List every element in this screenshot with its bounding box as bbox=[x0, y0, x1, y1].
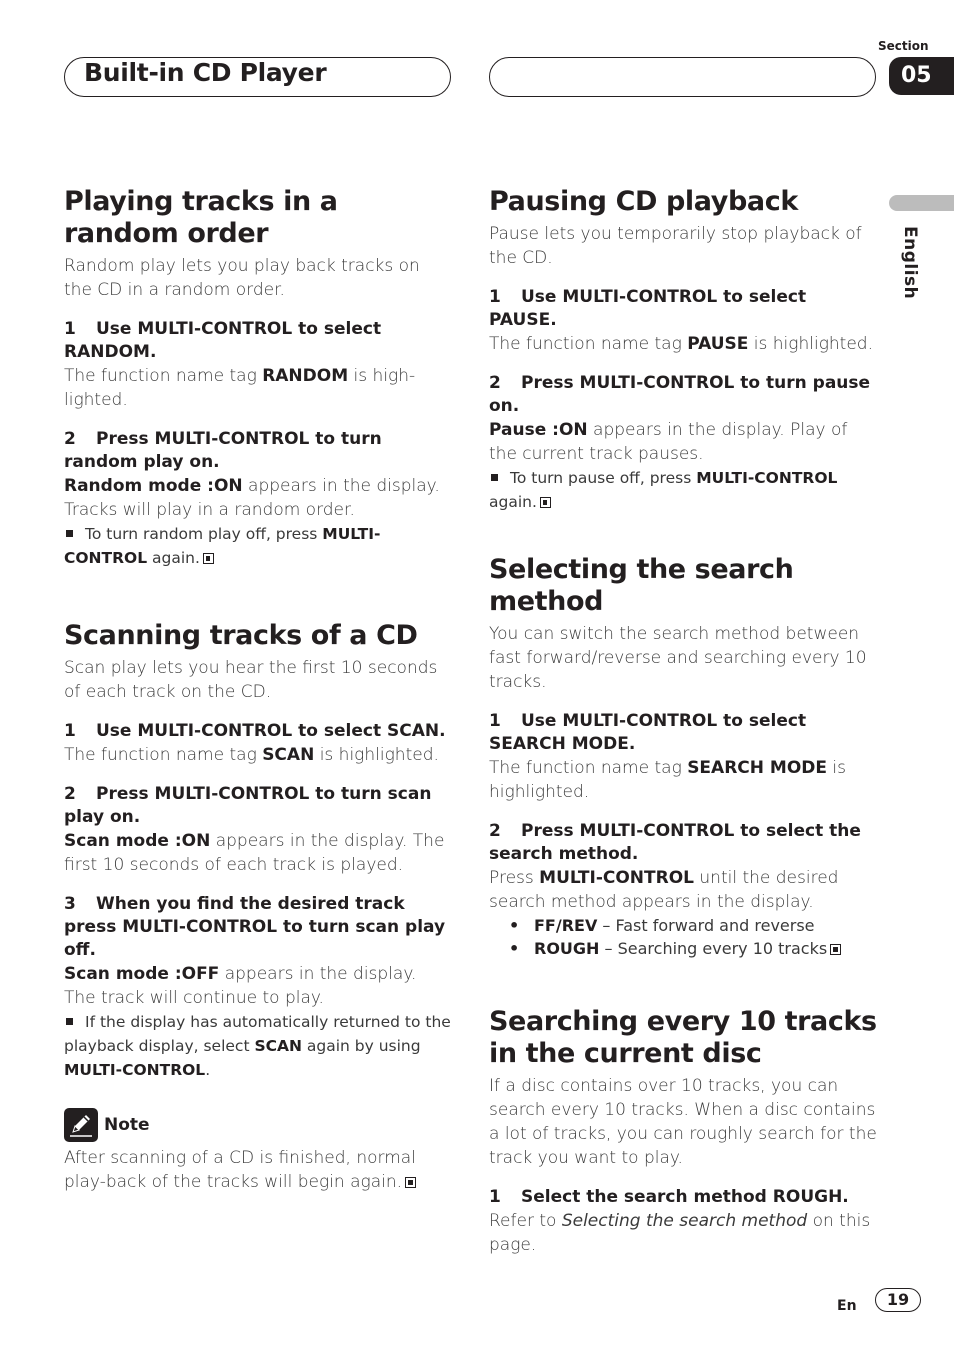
footer-language: En bbox=[837, 1298, 857, 1314]
rough-heading: Searching every 10 tracks in the current disc bbox=[489, 1006, 877, 1069]
end-mark-icon bbox=[405, 1177, 416, 1188]
end-mark-icon bbox=[830, 944, 841, 955]
random-step-2-desc: Random mode :ON appears in the display. Tracks will play in a random order. bbox=[64, 476, 440, 520]
note-pencil-icon bbox=[64, 1108, 98, 1142]
search-intro: You can switch the search method between fast forward/reverse and searching every 10 tracks. bbox=[489, 624, 867, 692]
end-mark-icon bbox=[203, 553, 214, 564]
square-bullet-icon bbox=[66, 1018, 73, 1025]
rough-search-section bbox=[489, 1006, 877, 1257]
pause-section bbox=[489, 186, 877, 514]
search-heading: Selecting the search method bbox=[489, 554, 794, 617]
pause-step-2-desc: Pause :ON appears in the display. Play of the current track pauses. bbox=[489, 420, 848, 464]
note-text: After scanning of a CD is finished, normal play-back of the tracks will begin again. bbox=[64, 1148, 416, 1192]
pause-intro: Pause lets you temporarily stop playback of the CD. bbox=[489, 224, 862, 268]
pause-heading: Pausing CD playback bbox=[489, 186, 798, 217]
pause-step-1-desc: The function name tag PAUSE is highlighted. bbox=[489, 334, 873, 354]
square-bullet-icon bbox=[491, 474, 498, 481]
pause-bullet: To turn pause off, press MULTI-CONTROL again. bbox=[489, 469, 838, 511]
scan-heading: Scanning tracks of a CD bbox=[64, 620, 418, 651]
random-intro: Random play lets you play back tracks on the CD in a random order. bbox=[64, 256, 420, 300]
note-label: Note bbox=[104, 1115, 150, 1135]
search-step-1: 1 Use MULTI-CONTROL to select SEARCH MODE. bbox=[489, 711, 807, 754]
scan-step-2-desc: Scan mode :ON appears in the display. The first 10 seconds of each track is played. bbox=[64, 831, 445, 875]
list-item: • FF/REV – Fast forward and reverse bbox=[509, 916, 815, 935]
pause-step-2: 2 Press MULTI-CONTROL to turn pause on. bbox=[489, 373, 871, 416]
search-step-1-desc: The function name tag SEARCH MODE is highlighted. bbox=[489, 758, 846, 802]
list-item: • ROUGH – Searching every 10 tracks bbox=[509, 937, 877, 960]
square-bullet-icon bbox=[66, 530, 73, 537]
rough-step-1: 1 Select the search method ROUGH. bbox=[489, 1187, 849, 1207]
page-number: 19 bbox=[875, 1288, 921, 1312]
rough-intro: If a disc contains over 10 tracks, you can search every 10 tracks. When a disc contains a lot of tracks, you can roughly search for the track you want to play. bbox=[489, 1076, 877, 1168]
end-mark-icon bbox=[540, 497, 551, 508]
search-step-2-desc: Press MULTI-CONTROL until the desired search method appears in the display. bbox=[489, 868, 839, 912]
language-tab-label: English bbox=[900, 226, 920, 300]
language-tab-marker bbox=[889, 195, 954, 211]
scan-section bbox=[64, 620, 452, 1194]
scan-step-1: 1 Use MULTI-CONTROL to select SCAN. bbox=[64, 721, 446, 741]
scan-step-3-desc: Scan mode :OFF appears in the display. The track will continue to play. bbox=[64, 964, 417, 1008]
random-step-1-desc: The function name tag RANDOM is high-lighted. bbox=[64, 366, 416, 410]
pause-step-1: 1 Use MULTI-CONTROL to select PAUSE. bbox=[489, 287, 807, 330]
search-method-section bbox=[489, 554, 877, 960]
random-step-2: 2 Press MULTI-CONTROL to turn random play on. bbox=[64, 429, 382, 472]
header-blank-frame bbox=[489, 57, 876, 97]
scan-intro: Scan play lets you hear the first 10 seconds of each track on the CD. bbox=[64, 658, 438, 702]
random-bullet: To turn random play off, press MULTI-CONTROL again. bbox=[64, 525, 381, 567]
right-column bbox=[489, 186, 877, 1257]
random-heading: Playing tracks in a random order bbox=[64, 186, 338, 249]
scan-bullet: If the display has automatically returned to the playback display, select SCAN again by using MULTI-CONTROL. bbox=[64, 1013, 451, 1079]
random-step-1: 1 Use MULTI-CONTROL to select RANDOM. bbox=[64, 319, 382, 362]
scan-step-2: 2 Press MULTI-CONTROL to turn scan play on. bbox=[64, 784, 432, 827]
random-play-section bbox=[64, 186, 452, 570]
left-column bbox=[64, 186, 452, 1194]
rough-step-1-desc: Refer to Selecting the search method on this page. bbox=[489, 1211, 871, 1255]
section-label: Section bbox=[878, 39, 929, 53]
search-step-2: 2 Press MULTI-CONTROL to select the search method. bbox=[489, 821, 861, 864]
scan-step-3: 3 When you find the desired track press MULTI-CONTROL to turn scan play off. bbox=[64, 894, 446, 960]
note-header bbox=[64, 1108, 452, 1142]
section-number-badge: 05 bbox=[889, 57, 954, 95]
scan-step-1-desc: The function name tag SCAN is highlighted. bbox=[64, 745, 439, 765]
chapter-title: Built-in CD Player bbox=[84, 58, 327, 87]
